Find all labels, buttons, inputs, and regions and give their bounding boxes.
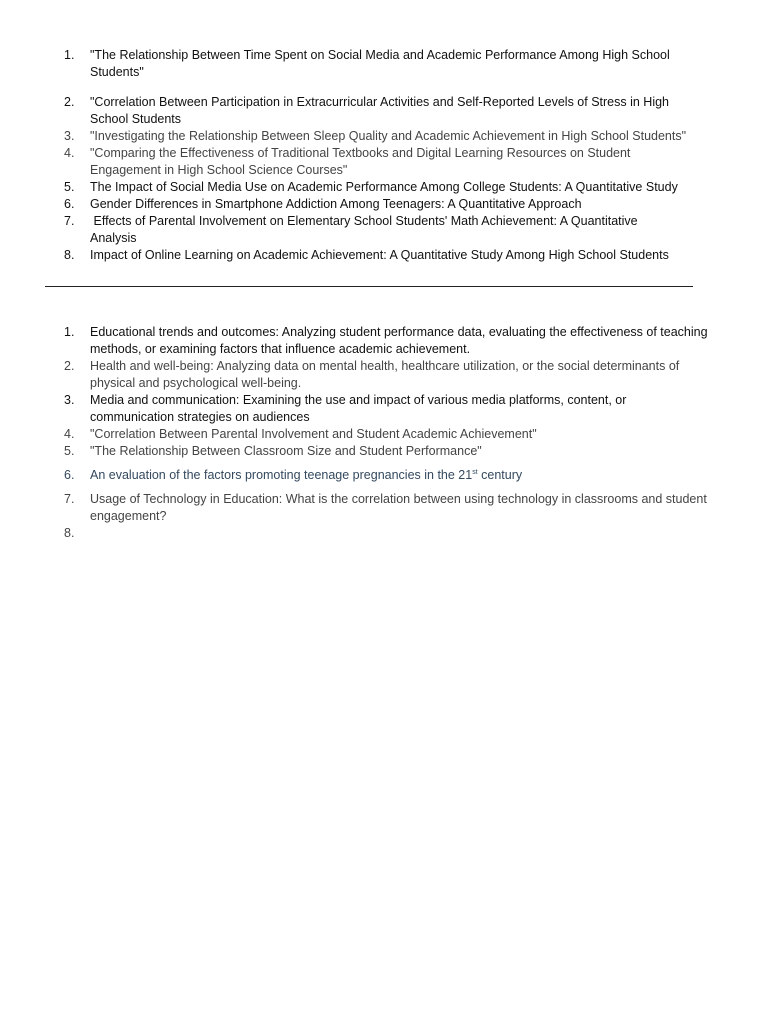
- list-number: 4.: [64, 146, 75, 160]
- list-number: 8.: [64, 248, 75, 262]
- list-number: 3.: [64, 129, 75, 143]
- list-item-text: [90, 525, 720, 542]
- list-item-text: Media and communication: Examining the use and impact of various media platforms, content, or communication strategies on audiences: [90, 393, 627, 424]
- list-number: 1.: [64, 325, 75, 339]
- list-item: [0, 128, 768, 145]
- list-item: [0, 491, 768, 525]
- list-number: 5.: [64, 444, 75, 458]
- research-titles-list: [0, 47, 768, 264]
- list-number: 2.: [64, 359, 75, 373]
- list-item-text: "The Relationship Between Classroom Size and Student Performance": [90, 444, 482, 458]
- list-item: [0, 179, 768, 196]
- list-item-text: Health and well-being: Analyzing data on mental health, healthcare utilization, or the social determinants of physical and psychological well-being.: [90, 359, 680, 390]
- list-item: [0, 443, 768, 460]
- research-areas-list: [0, 324, 768, 542]
- list-item-text-tail: century: [477, 468, 523, 482]
- list-item-text: "Investigating the Relationship Between Sleep Quality and Academic Achievement in High School Students": [90, 129, 687, 143]
- list-item: [0, 247, 768, 264]
- list-item: [0, 145, 768, 179]
- list-item-text: "The Relationship Between Time Spent on Social Media and Academic Performance Among High School Students": [90, 48, 670, 79]
- list-item-text: The Impact of Social Media Use on Academic Performance Among College Students: A Quantitative Study: [90, 180, 678, 194]
- ordinal-superscript: st: [472, 469, 478, 476]
- list-number: 7.: [64, 214, 75, 228]
- list-number: 4.: [64, 427, 75, 441]
- list-item: [0, 392, 768, 426]
- list-number: 1.: [64, 48, 75, 62]
- list-item-text-main: An evaluation of the factors promoting teenage pregnancies in the 21: [90, 468, 473, 482]
- list-item: [0, 196, 768, 213]
- list-number: 7.: [64, 492, 75, 506]
- list-item-text: [90, 467, 720, 484]
- list-item-text: Effects of Parental Involvement on Elementary School Students' Math Achievement: A Quantitative Analysis: [90, 214, 641, 245]
- list-item: [0, 358, 768, 392]
- list-item-text: Usage of Technology in Education: What is the correlation between using technology in classrooms and student engagement?: [90, 492, 707, 523]
- list-item: [0, 213, 768, 247]
- list-item-text: "Correlation Between Parental Involvement and Student Academic Achievement": [90, 427, 537, 441]
- list-number: 5.: [64, 180, 75, 194]
- list-number: 2.: [64, 95, 75, 109]
- list-item-text: Impact of Online Learning on Academic Achievement: A Quantitative Study Among High School Students: [90, 248, 669, 262]
- horizontal-divider: [45, 286, 693, 287]
- list-item-text: Gender Differences in Smartphone Addiction Among Teenagers: A Quantitative Approach: [90, 197, 582, 211]
- list-item: [0, 467, 768, 484]
- list-item-text: Educational trends and outcomes: Analyzing student performance data, evaluating the effectiveness of teaching methods, or examining factors that influence academic achievement.: [90, 325, 708, 356]
- list-item-text: "Comparing the Effectiveness of Traditional Textbooks and Digital Learning Resources on Student Engagement in High School Science Courses": [90, 146, 631, 177]
- list-item-text: "Correlation Between Participation in Extracurricular Activities and Self-Reported Levels of Stress in High School Students: [90, 95, 670, 126]
- list-item: [0, 525, 768, 542]
- list-number: 6.: [64, 197, 75, 211]
- list-item: [0, 426, 768, 443]
- list-item: [0, 47, 768, 81]
- list-number: 3.: [64, 393, 75, 407]
- list-item: [0, 94, 768, 128]
- list-number: 6.: [64, 468, 75, 482]
- list-item: [0, 324, 768, 358]
- list-number: 8.: [64, 526, 75, 540]
